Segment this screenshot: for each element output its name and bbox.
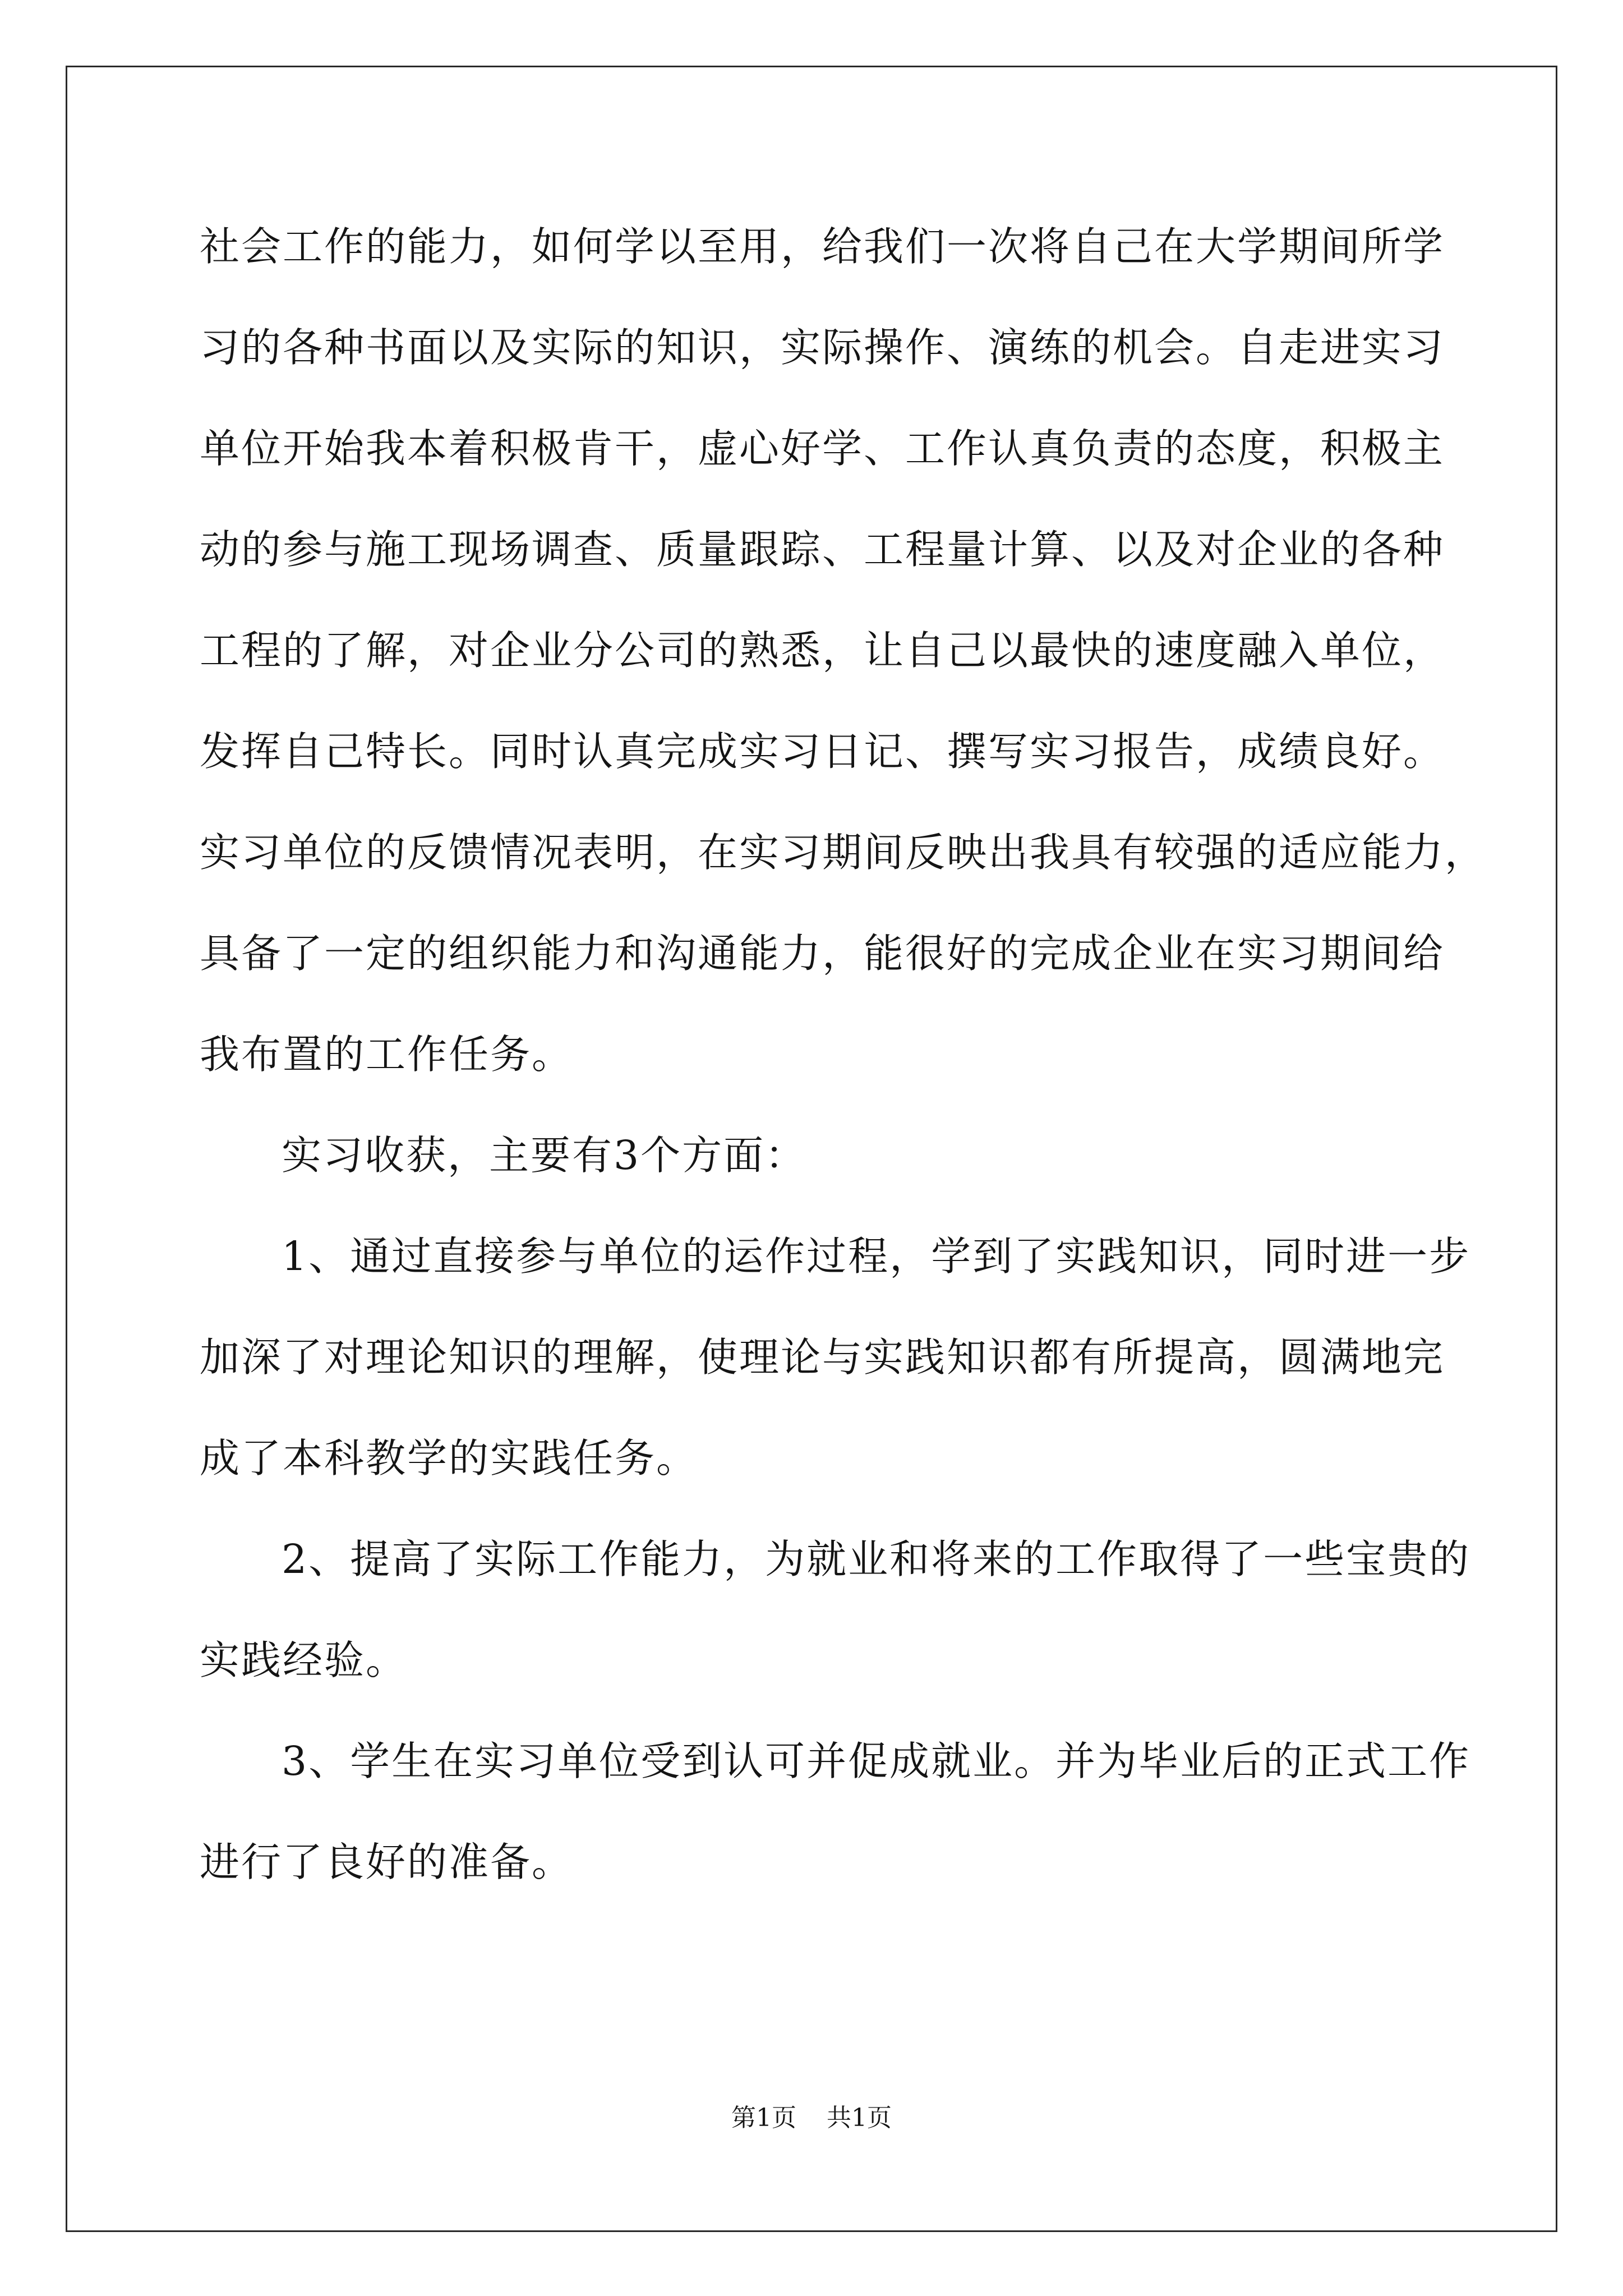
- text-line: 动的参与施工现场调查、质量跟踪、工程量计算、以及对企业的各种: [200, 526, 1445, 573]
- text-line: 具备了一定的组织能力和沟通能力，能很好的完成企业在实习期间给: [200, 930, 1445, 977]
- text-line: 习的各种书面以及实际的知识，实际操作、演练的机会。自走进实习: [200, 324, 1445, 371]
- text-line: 我布置的工作任务。: [200, 1031, 574, 1078]
- page-total: 共1页: [827, 2104, 892, 2132]
- text-line: 加深了对理论知识的理解，使理论与实践知识都有所提高，圆满地完: [200, 1334, 1445, 1381]
- text-line: 成了本科教学的实践任务。: [200, 1435, 698, 1481]
- paragraph-heading: 实习收获，主要有3个方面：: [282, 1132, 807, 1179]
- page-number: 第1页: [731, 2104, 796, 2132]
- text-line: 单位开始我本着积极肯干，虚心好学、工作认真负责的态度，积极主: [200, 425, 1445, 472]
- page-footer: [0, 2101, 1623, 2135]
- text-line: 进行了良好的准备。: [200, 1839, 574, 1885]
- text-line: 工程的了解，对企业分公司的熟悉，让自己以最快的速度融入单位，: [200, 627, 1445, 674]
- text-line: 社会工作的能力，如何学以至用，给我们一次将自己在大学期间所学: [200, 223, 1445, 270]
- text-line: 3、学生在实习单位受到认可并促成就业。并为毕业后的正式工作: [282, 1738, 1471, 1784]
- text-line: 实习单位的反馈情况表明，在实习期间反映出我具有较强的适应能力，: [200, 829, 1487, 876]
- text-line: 2、提高了实际工作能力，为就业和将来的工作取得了一些宝贵的: [282, 1536, 1471, 1582]
- text-line: 1、通过直接参与单位的运作过程，学到了实践知识，同时进一步: [282, 1233, 1471, 1280]
- text-line: 实践经验。: [200, 1637, 408, 1683]
- text-line: 发挥自己特长。同时认真完成实习日记、撰写实习报告，成绩良好。: [200, 728, 1445, 775]
